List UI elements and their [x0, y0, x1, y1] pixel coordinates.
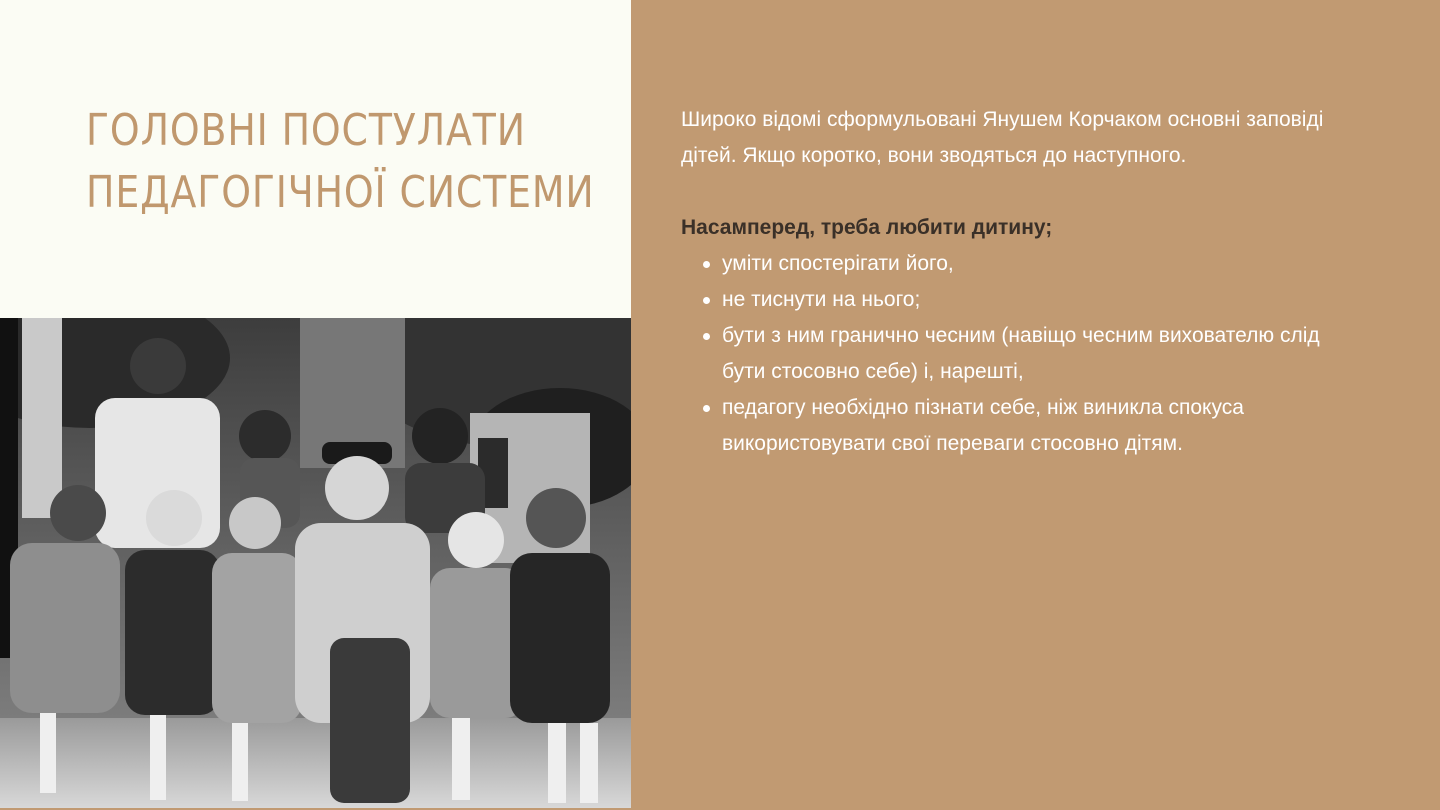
lead-statement: Насамперед, треба любити дитину;: [681, 216, 1053, 239]
text-panel: [631, 0, 1440, 810]
title-line-1: ГОЛОВНІ ПОСТУЛАТИ: [86, 105, 526, 156]
photo-illustration: [0, 318, 631, 808]
content-block: [681, 102, 1331, 462]
title-line-2: ПЕДАГОГІЧНОЇ СИСТЕМИ: [86, 167, 595, 218]
historical-group-photo: [0, 318, 631, 808]
title-area: [0, 0, 631, 318]
slide-title: [86, 100, 595, 224]
principles-list: [681, 246, 1331, 462]
intro-paragraph: Широко відомі сформульовані Янушем Корчаком основні заповіді дітей. Якщо коротко, вони зводяться до наступного.: [681, 108, 1324, 167]
list-item: бути з ним гранично чесним (навіщо чесним вихователю слід бути стосовно себе) і, нарешті,: [722, 318, 1331, 390]
list-item: уміти спостерігати його,: [722, 246, 1331, 282]
list-item: не тиснути на нього;: [722, 282, 1331, 318]
list-item: педагогу необхідно пізнати себе, ніж виникла спокуса використовувати свої переваги стосовно дітям.: [722, 390, 1331, 462]
